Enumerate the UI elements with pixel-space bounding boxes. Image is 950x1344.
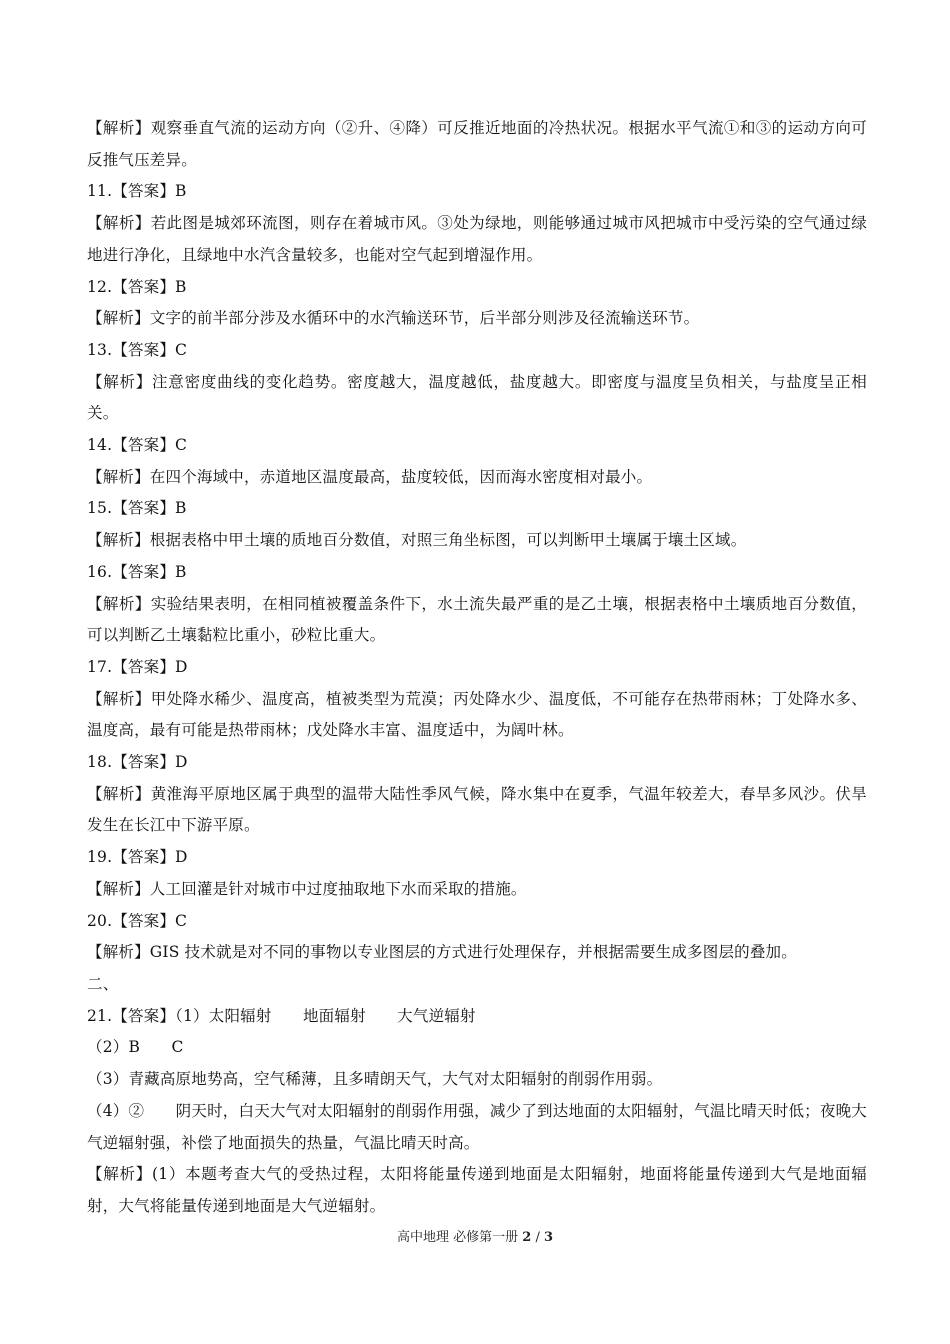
answer-line-12: 12.【答案】B: [87, 277, 187, 296]
analysis-paragraph: 【解析】根据表格中甲土壤的质地百分数值，对照三角坐标图，可以判断甲土壤属于壤土区域。: [87, 531, 747, 550]
analysis-paragraph: 【解析】(1）本题考查大气的受热过程，太阳将能量传递到地面是太阳辐射，地面将能量传递到大气是地面辐射，大气将能量传递到地面是大气逆辐射。: [87, 1165, 867, 1215]
footer-page-number: 2: [522, 1230, 532, 1245]
answer-line-20: 20.【答案】C: [87, 911, 188, 930]
answer-sub-4: （4）② 阴天时，白天大气对太阳辐射的削弱作用强，减少了到达地面的太阳辐射，气温比晴天时低；夜晚大气逆辐射强，补偿了地面损失的热量，气温比晴天时高。: [87, 1101, 867, 1152]
answer-line-16: 16.【答案】B: [87, 562, 187, 581]
analysis-paragraph: 【解析】若此图是城郊环流图，则存在着城市风。③处为绿地，则能够通过城市风把城市中受污染的空气通过绿地进行净化，且绿地中水汽含量较多，也能对空气起到增湿作用。: [87, 214, 867, 264]
analysis-paragraph: 【解析】实验结果表明，在相同植被覆盖条件下，水土流失最严重的是乙土壤，根据表格中土壤质地百分数值，可以判断乙土壤黏粒比重小，砂粒比重大。: [87, 594, 867, 645]
analysis-paragraph: 【解析】人工回灌是针对城市中过度抽取地下水而采取的措施。: [87, 879, 527, 898]
answer-line-19: 19.【答案】D: [87, 848, 188, 867]
section-heading: 二、: [87, 974, 119, 993]
answer-line-18: 18.【答案】D: [87, 753, 188, 772]
analysis-paragraph: 【解析】黄淮海平原地区属于典型的温带大陆性季风气候，降水集中在夏季，气温年较差大，春旱多风沙。伏旱发生在长江中下游平原。: [87, 784, 867, 835]
analysis-paragraph: 【解析】注意密度曲线的变化趋势。密度越大，温度越低，盐度越大。即密度与温度呈负相关，与盐度呈正相关。: [87, 372, 867, 423]
analysis-paragraph: 【解析】甲处降水稀少、温度高，植被类型为荒漠；丙处降水少、温度低，不可能存在热带雨林；丁处降水多、温度高，最有可能是热带雨林；戊处降水丰富、温度适中，为阔叶林。: [87, 689, 867, 740]
answer-content: [87, 113, 867, 1223]
answer-line-15: 15.【答案】B: [87, 499, 187, 518]
analysis-paragraph: 【解析】GIS 技术就是对不同的事物以专业图层的方式进行处理保存，并根据需要生成多图层的叠加。: [87, 943, 797, 962]
answer-line-11: 11.【答案】B: [87, 182, 187, 201]
footer-separator: /: [535, 1230, 540, 1245]
answer-sub-3: （3）青藏高原地势高，空气稀薄，且多晴朗天气，大气对太阳辐射的削弱作用弱。: [87, 1070, 663, 1089]
footer-subject: 高中地理 必修第一册: [396, 1230, 519, 1245]
page-footer: [0, 1226, 950, 1245]
footer-total-pages: 3: [543, 1230, 554, 1245]
answer-line-14: 14.【答案】C: [87, 436, 188, 455]
answer-line-13: 13.【答案】C: [87, 340, 188, 359]
answer-sub-2: （2）B C: [87, 1038, 184, 1057]
analysis-paragraph: 【解析】在四个海域中，赤道地区温度最高，盐度较低，因而海水密度相对最小。: [87, 467, 653, 486]
answer-line-17: 17.【答案】D: [87, 657, 188, 676]
analysis-paragraph: 【解析】文字的前半部分涉及水循环中的水汽输送环节，后半部分则涉及径流输送环节。: [87, 309, 700, 328]
answer-line-21: 21.【答案】（1）太阳辐射 地面辐射 大气逆辐射: [87, 1006, 476, 1025]
analysis-paragraph: 【解析】观察垂直气流的运动方向（②升、④降）可反推近地面的冷热状况。根据水平气流①和③的运动方向可反推气压差异。: [87, 119, 867, 169]
